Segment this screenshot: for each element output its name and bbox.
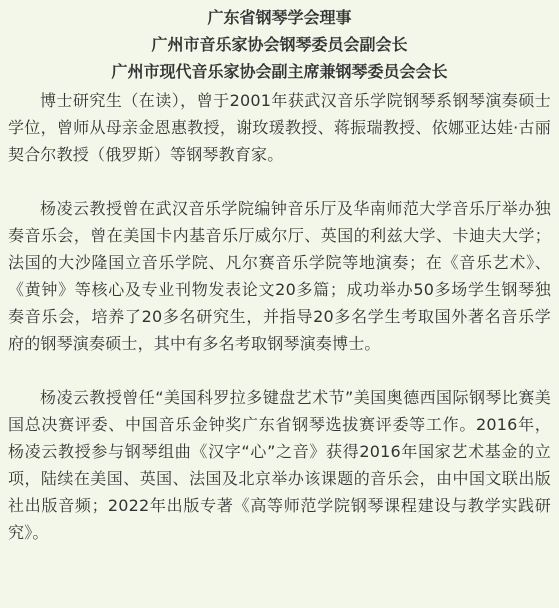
- title-line-1: 广东省钢琴学会理事: [207, 8, 352, 27]
- title-block: [8, 4, 551, 85]
- paragraph-spacer: [8, 357, 551, 384]
- paragraph-judging: 杨凌云教授曾任“美国科罗拉多键盘艺术节”美国奥德西国际钢琴比赛美国总决赛评委、中国音乐金钟奖广东省钢琴选拔赛评委等工作。2016年，杨凌云教授参与钢琴组曲《汉字“心”之音》获得2016年国家艺术基金的立项，陆续在美国、英国、法国及北京举办该课题的音乐会，由中国文联出版社出版音频；2022年出版专著《高等师范学院钢琴课程建设与教学实践研究》。: [8, 388, 551, 542]
- paragraph-performances: 杨凌云教授曾在武汉音乐学院编钟音乐厅及华南师范大学音乐厅举办独奏音乐会，曾在美国卡内基音乐厅威尔厅、英国的利兹大学、卡迪夫大学；法国的大沙隆国立音乐学院、凡尔赛音乐学院等地演奏；在《音乐艺术》、《黄钟》等核心及专业刊物发表论文20多篇；成功举办50多场学生钢琴独奏音乐会，培养了20多名研究生，并指导20多名学生考取国外著名音乐学府的钢琴演奏硕士，其中有多名考取钢琴演奏博士。: [8, 199, 551, 353]
- paragraph-education: 博士研究生（在读），曾于2001年获武汉音乐学院钢琴系钢琴演奏硕士学位，曾师从母亲金恩惠教授，谢玫瑗教授、蒋振瑞教授、依娜亚达娃·古丽契合尔教授（俄罗斯）等钢琴教育家。: [8, 91, 551, 164]
- title-line-2: 广州市音乐家协会钢琴委员会副会长: [151, 35, 408, 54]
- paragraph-spacer: [8, 168, 551, 195]
- title-line-3: 广州市现代音乐家协会副主席兼钢琴委员会会长: [111, 62, 448, 81]
